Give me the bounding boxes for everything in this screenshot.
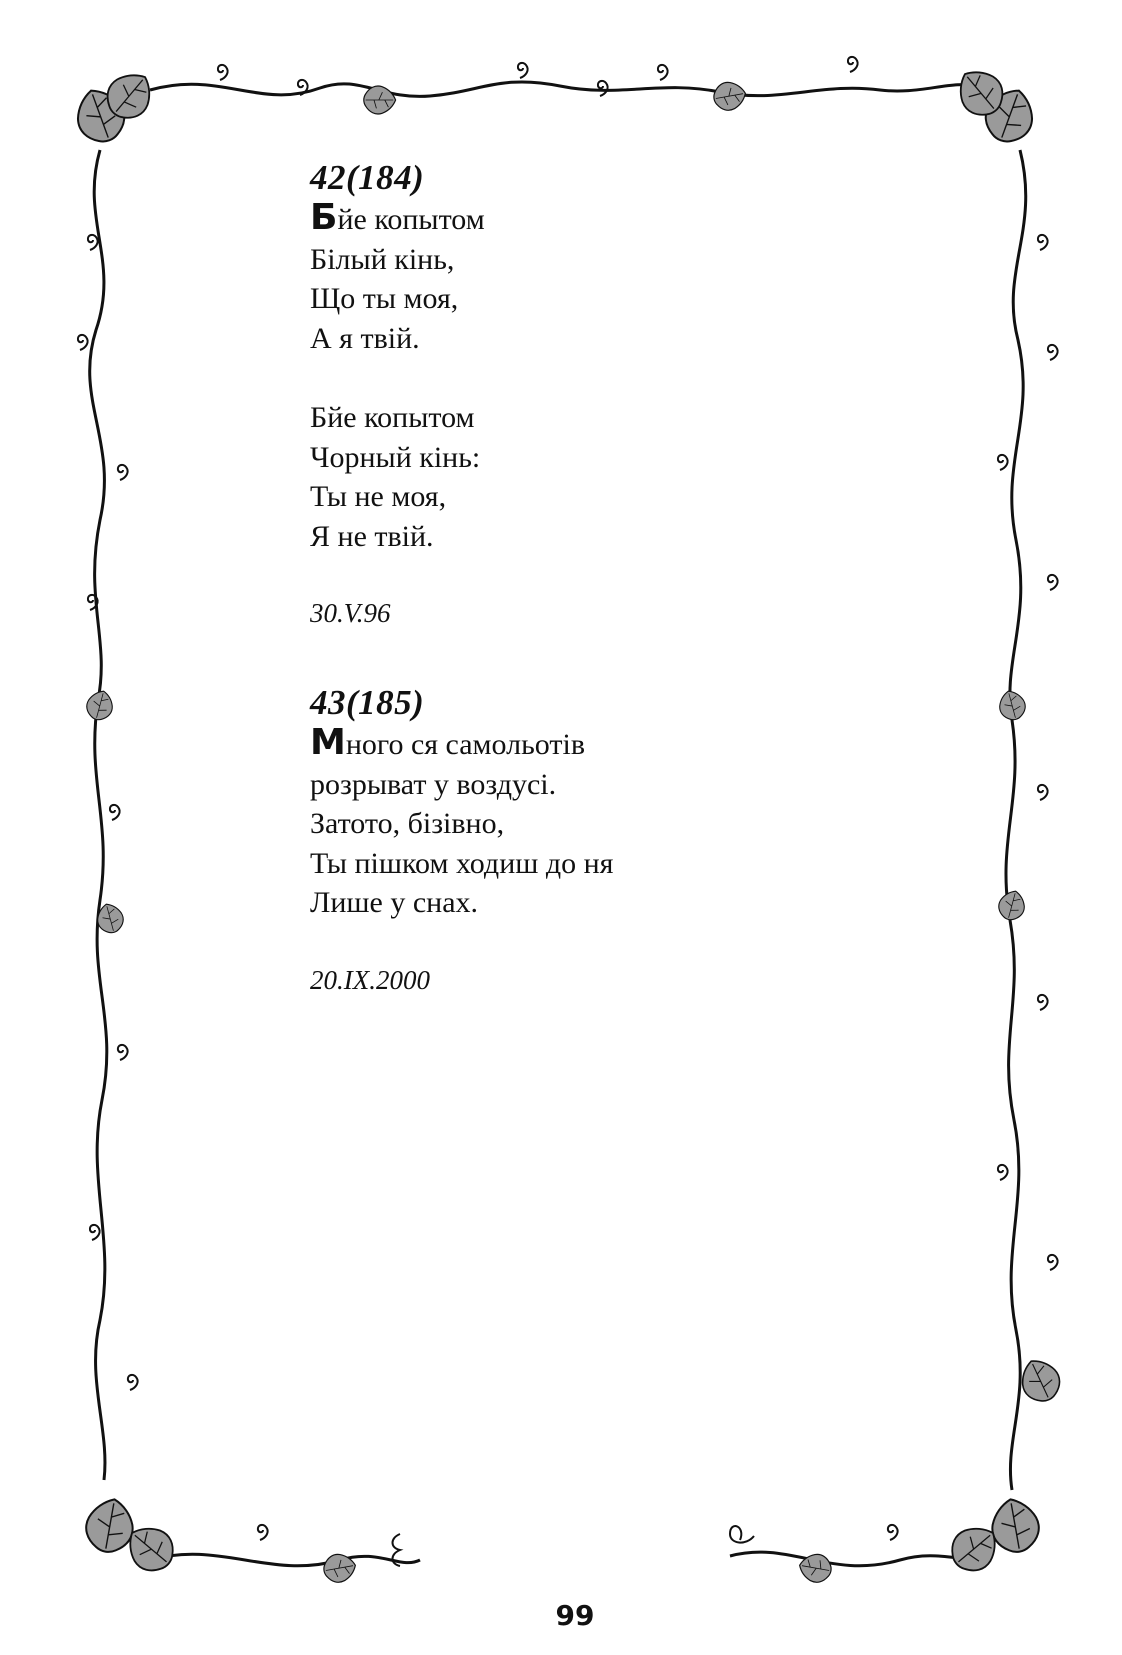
poem-date: 30.V.96: [310, 598, 391, 628]
poem-date: 20.IX.2000: [310, 964, 430, 995]
poem-line: А я твій.: [310, 321, 420, 355]
poem-line: Лише у снах.: [310, 886, 479, 919]
poem-line: [310, 722, 870, 765]
poem-line: Чорный кінь:: [310, 440, 481, 474]
stanza: [310, 398, 870, 556]
drop-cap: Б: [310, 197, 338, 238]
poem-line-text: йе копытом: [337, 203, 485, 236]
poem-line: Я не твій.: [310, 519, 434, 553]
poem: [310, 158, 870, 629]
drop-cap: М: [310, 722, 346, 763]
poem-number: 43(185): [310, 683, 425, 722]
poem-line: Затото, бізівно,: [310, 807, 505, 840]
poem-line: Білый кінь,: [310, 242, 455, 276]
poem-line: Бйе копытом: [310, 401, 475, 434]
poem-line: Що ты моя,: [310, 282, 459, 315]
poem-line: Ты не моя,: [310, 480, 447, 513]
page-number: 99: [555, 1599, 595, 1632]
stanza: [310, 722, 870, 923]
poem-line-text: ного ся самольотів: [345, 728, 586, 761]
poem-line: Ты пішком ходиш до ня: [310, 846, 614, 880]
poem-line: розрыват у воздусі.: [310, 767, 557, 801]
stanza-divider: [310, 358, 870, 398]
poem-number: 42(184): [310, 158, 425, 197]
poem-line: [310, 197, 870, 240]
stanza: [310, 197, 870, 358]
poem: [310, 683, 870, 996]
